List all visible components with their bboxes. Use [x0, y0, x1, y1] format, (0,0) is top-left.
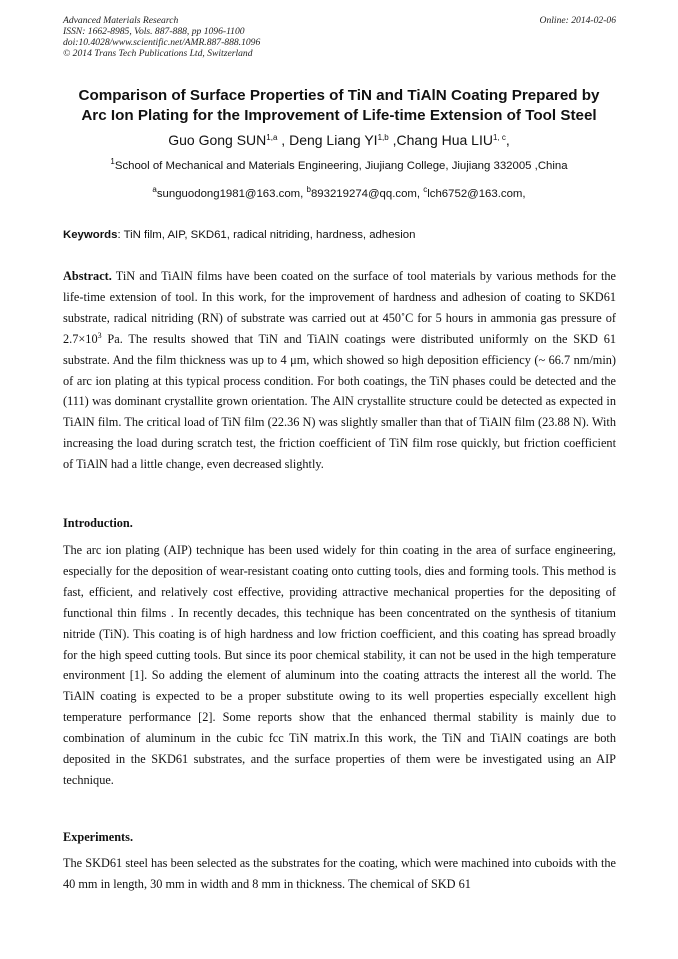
keywords — [63, 228, 616, 243]
author-separator: , — [388, 132, 397, 148]
abstract-label: Abstract. — [63, 269, 112, 283]
author-separator: , — [277, 132, 290, 148]
email-mark: c — [423, 185, 428, 194]
email-separator: , — [522, 188, 526, 200]
journal-doi: doi:10.4028/www.scientific.net/AMR.887-888.1096 — [63, 37, 261, 48]
email-separator: , — [416, 188, 424, 200]
journal-header — [63, 15, 616, 59]
email-address: lch6752@163.com — [427, 188, 523, 200]
experiments-heading: Experiments. — [63, 830, 134, 844]
abstract — [63, 266, 616, 475]
keywords-text: : TiN film, AIP, SKD61, radical nitriding, hardness, adhesion — [117, 229, 416, 241]
keywords-label: Keywords — [63, 229, 118, 241]
author-list — [40, 131, 638, 149]
author-name: Chang Hua LIU — [396, 132, 493, 148]
email-mark: b — [306, 185, 311, 194]
email-address: 893219274@qq.com — [310, 188, 417, 200]
affiliation-mark: 1 — [110, 157, 115, 166]
author-name: Deng Liang YI — [289, 132, 378, 148]
title-line-1: Comparison of Surface Properties of TiN and TiAlN Coating Prepared by — [78, 87, 600, 104]
online-date: Online: 2014-02-06 — [539, 15, 616, 26]
introduction-text: The arc ion plating (AIP) technique has been used widely for thin coating in the area of surface engineering, especially for the deposition of wear-resistant coating onto cutting tools, dies and forming tools. This method is fast, efficient, and relatively cost effective, providing attractive mechanical properties for the depositing of functional thin films . In recently decades, this technique has been concentrated on the synthesis of titanium nitride (TiN). This coating is of high hardness and low friction coefficient, and this coating has spread broadly for the high speed cutting tools. But since its poor chemical stability, it can not be used in the high temperature environment [1]. So adding the element of aluminum into the coating attracts the interest all the world. The TiAlN coating is expected to be a proper substitute owing to its well properties especially excellent high temperature performance [2]. Some reports show that the enhanced thermal stability is mainly due to combination of aluminum in the cubic fcc TiN matrix.In this work, the TiN and TiAlN coatings are both deposited in the SKD61 substrates, and the surface properties of them were be investigated using an AIP technique. — [63, 543, 616, 787]
author-affiliation-mark: 1,b — [377, 133, 389, 142]
introduction-heading: Introduction. — [63, 516, 133, 530]
abstract-exponent: 3 — [97, 330, 102, 340]
author-affiliation-mark: 1, c — [492, 133, 506, 142]
email-mark: a — [152, 185, 157, 194]
email-address: sunguodong1981@163.com — [156, 188, 301, 200]
journal-copyright: © 2014 Trans Tech Publications Ltd, Switzerland — [63, 48, 253, 59]
author-separator: , — [505, 132, 510, 148]
author-emails — [40, 187, 638, 202]
experiments-text: The SKD61 steel has been selected as the substrates for the coating, which were machined into cuboids with the 40 mm in length, 30 mm in width and 8 mm in thickness. The chemical of SKD 61 — [63, 856, 616, 891]
affiliation — [40, 159, 638, 174]
abstract-text-1: TiN and TiAlN films have been coated on the surface of tool materials by various methods for the life-time extension of tool. In this work, for the improvement of hardness and adhesion of coating to SKD61 substrate, radical nitriding (RN) of substrate was carried out at 450˚C for 5 hours in ammonia gas pressure of 2.7×10 — [63, 269, 616, 346]
email-separator: , — [300, 188, 307, 200]
title-line-2: Arc Ion Plating for the Improvement of Life-time Extension of Tool Steel — [81, 107, 597, 124]
author-affiliation-mark: 1,a — [266, 133, 278, 142]
journal-issn: ISSN: 1662-8985, Vols. 887-888, pp 1096-1100 — [63, 26, 245, 37]
author-name: Guo Gong SUN — [168, 132, 267, 148]
affiliation-text: School of Mechanical and Materials Engineering, Jiujiang College, Jiujiang 332005 ,China — [114, 160, 568, 172]
paper-title — [40, 86, 638, 126]
journal-name: Advanced Materials Research — [63, 15, 179, 26]
abstract-text-2: Pa. The results showed that TiN and TiAlN coatings were distributed uniformly on the SKD 61 substrate. And the film thickness was up to 4 μm, which showed so high deposition efficiency (~ 66.7 nm/min) of arc ion plating at this typical process condition. For both coatings, the TiN phases could be detected and the (111) was dominant crystallite grown orientation. The AlN crystallite structure could be detected as expected in TiAlN film. The critical load of TiN film (22.36 N) was slightly smaller than that of TiAlN film (23.88 N). With increasing the load during scratch test, the friction coefficient of TiN film rose quickly, but friction coefficient of TiAlN had a little change, even decreased slightly. — [63, 331, 616, 472]
